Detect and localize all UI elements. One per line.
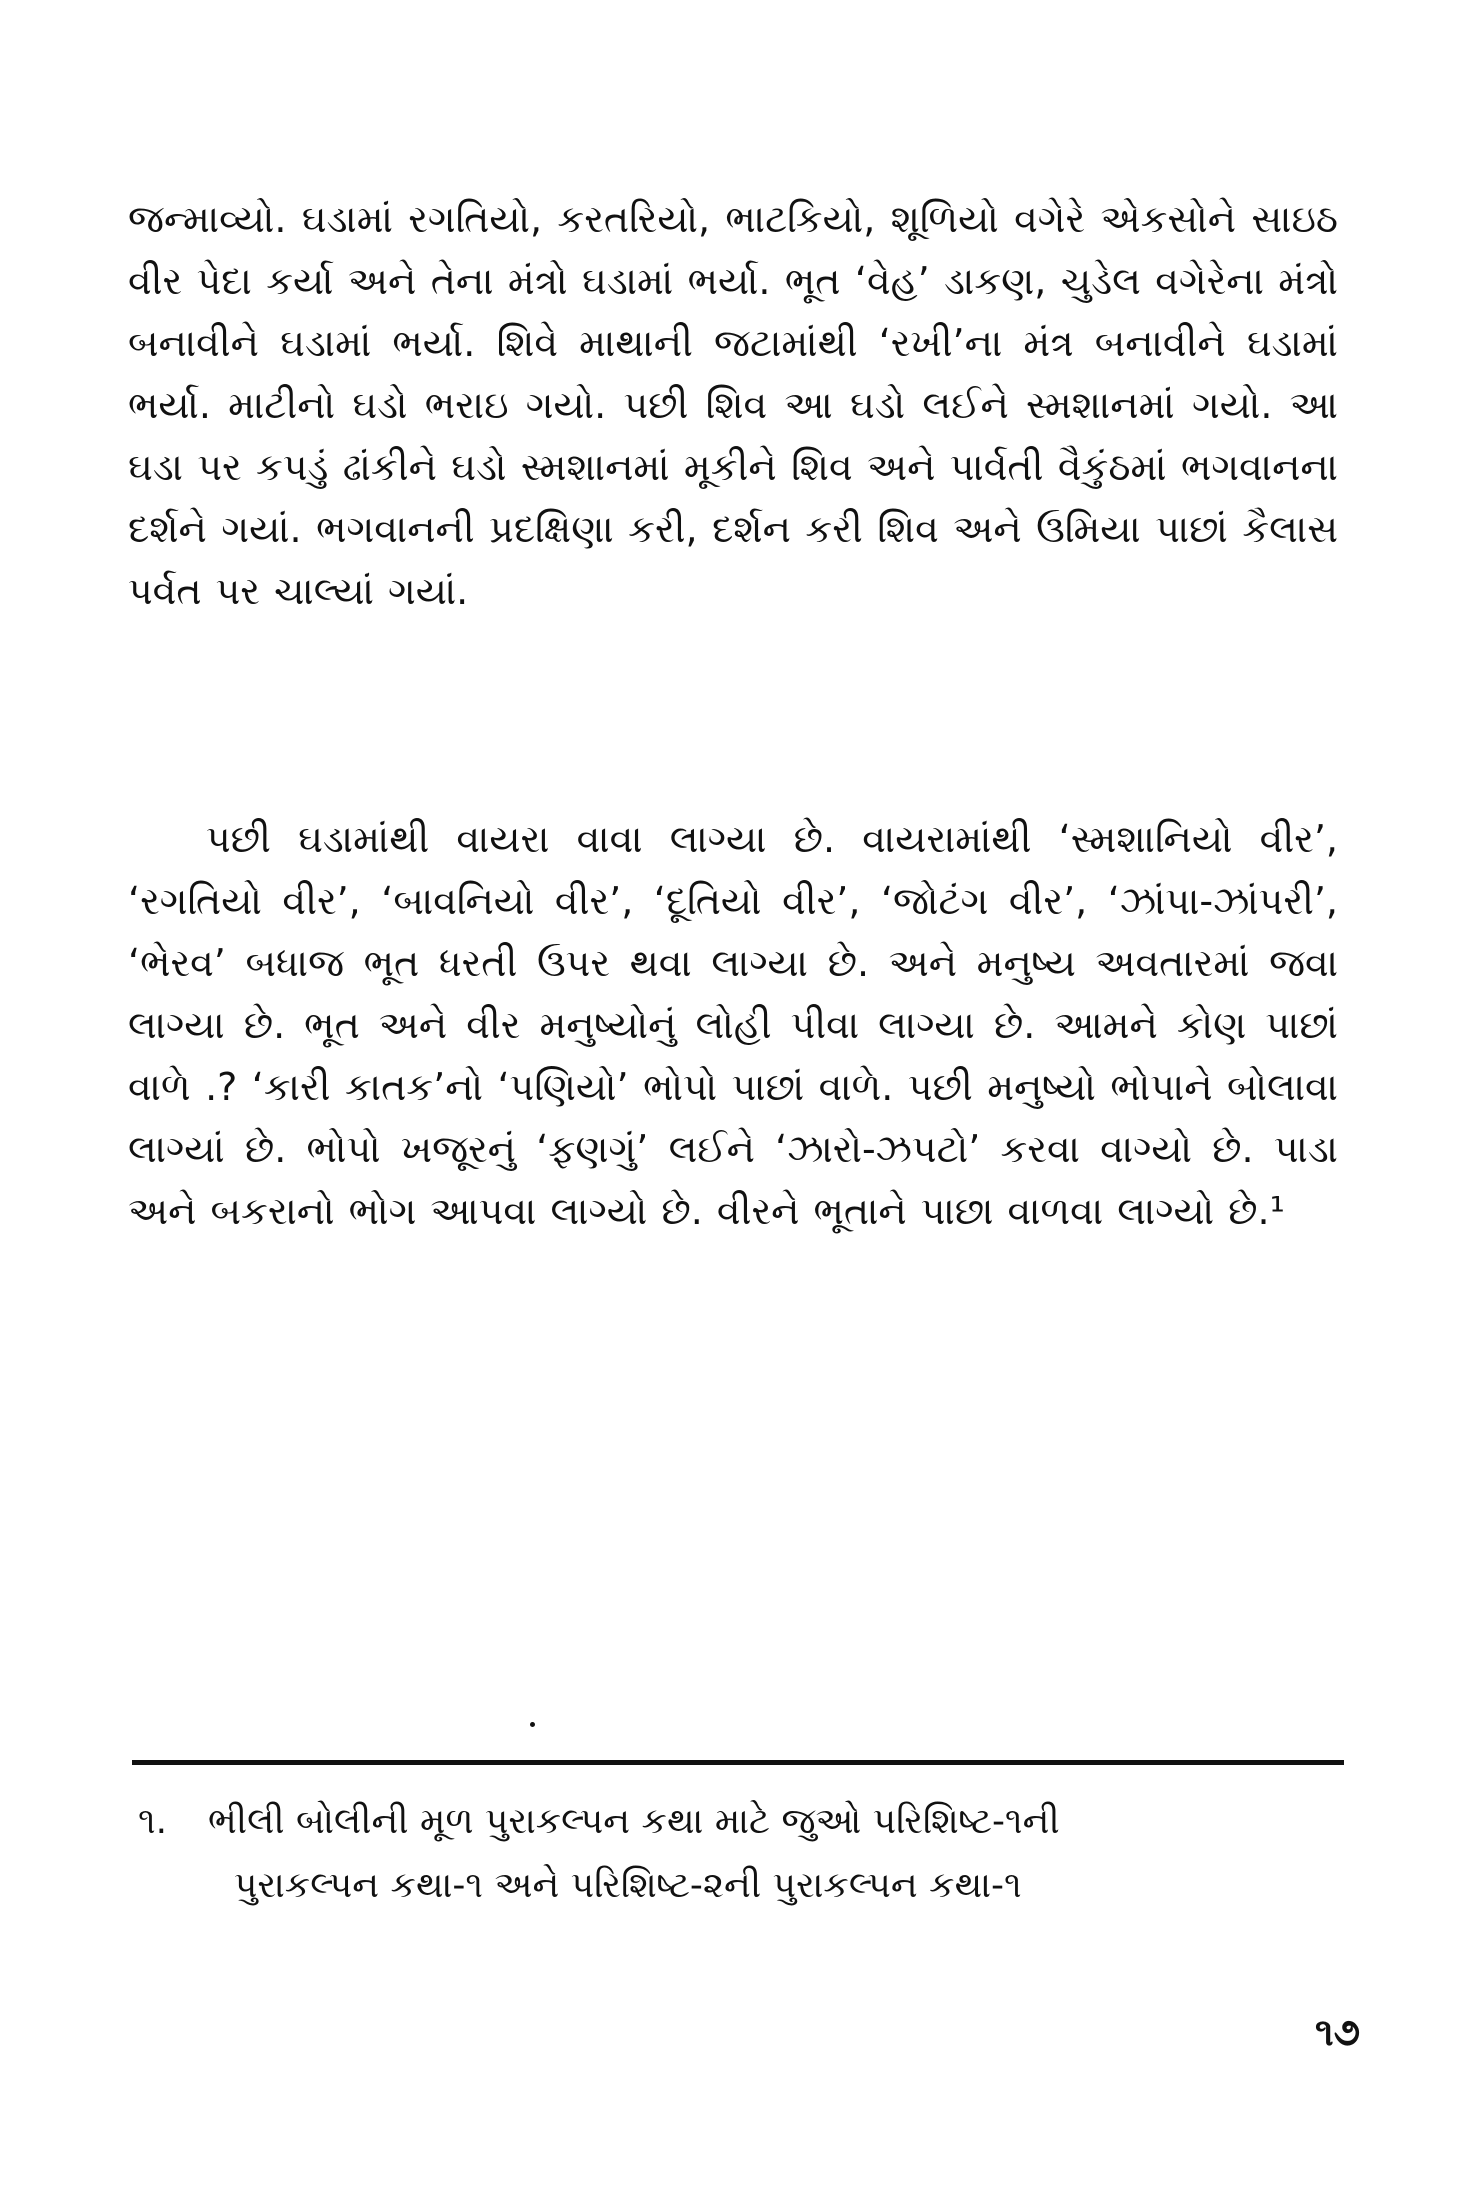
footnote-line-1: ભીલી બોલીની મૂળ પુરાકલ્પન કથા માટે જુઓ પરિશિષ્ટ-૧ની: [208, 1801, 1060, 1842]
footnote-marker: ૧.: [138, 1801, 168, 1842]
footnote-line-2: પુરાકલ્પન કથા-૧ અને પરિશિષ્ટ-૨ની પુરાકલ્પન કથા-૧: [234, 1865, 1022, 1906]
footnote: [138, 1790, 1348, 1918]
paragraph-2: પછી ઘડામાંથી વાયરા વાવા લાગ્યા છે. વાયરામાંથી ‘સ્મશાનિયો વીર’, ‘રગતિયો વીર’, ‘બાવનિયો વીર’, ‘દૂતિયો વીર’, ‘જોટંગ વીર’, ‘ઝાંપા-ઝાંપરી’, ‘ભેરવ’ બધાજ ભૂત ધરતી ઉપર થવા લાગ્યા છે. અને મનુષ્ય અવતારમાં જવા લાગ્યા છે. ભૂત અને વીર મનુષ્યોનું લોહી પીવા લાગ્યા છે. આમને કોણ પાછાં વાળે .? ‘કારી કાતક’નો ‘પણિયો’ ભોપો પાછાં વાળે. પછી મનુષ્યો ભોપાને બોલાવા લાગ્યાં છે. ભોપો ખજૂરનું ‘ફણગું’ લઈને ‘ઝારો-ઝપટો’ કરવા વાગ્યો છે. પાડા અને બકરાનો ભોગ આપવા લાગ્યો છે. વીરને ભૂતાને પાછા વાળવા લાગ્યો છે.¹: [128, 817, 1338, 1233]
stray-dot: [530, 1722, 535, 1727]
page-number: ૧૭: [1314, 2010, 1360, 2054]
paragraph-1: જન્માવ્યો. ઘડામાં રગતિયો, કરતરિયો, ભાટકિયો, શૂળિયો વગેરે એકસોને સાઇઠ વીર પેદા કર્યા અને તેના મંત્રો ઘડામાં ભર્યા. ભૂત ‘વેહ’ ડાકણ, ચુડેલ વગેરેના મંત્રો બનાવીને ઘડામાં ભર્યા. શિવે માથાની જટામાંથી ‘રખી’ના મંત્ર બનાવીને ઘડામાં ભર્યા. માટીનો ઘડો ભરાઇ ગયો. પછી શિવ આ ઘડો લઈને સ્મશાનમાં ગયો. આ ઘડા પર કપડું ઢાંકીને ઘડો સ્મશાનમાં મૂકીને શિવ અને પાર્વતી વૈકુંઠમાં ભગવાનના દર્શને ગયાં. ભગવાનની પ્રદક્ષિણા કરી, દર્શન કરી શિવ અને ઉમિયા પાછાં કૈલાસ પર્વત પર ચાલ્યાં ગયાં.: [128, 197, 1338, 613]
footnote-divider: [132, 1760, 1344, 1765]
